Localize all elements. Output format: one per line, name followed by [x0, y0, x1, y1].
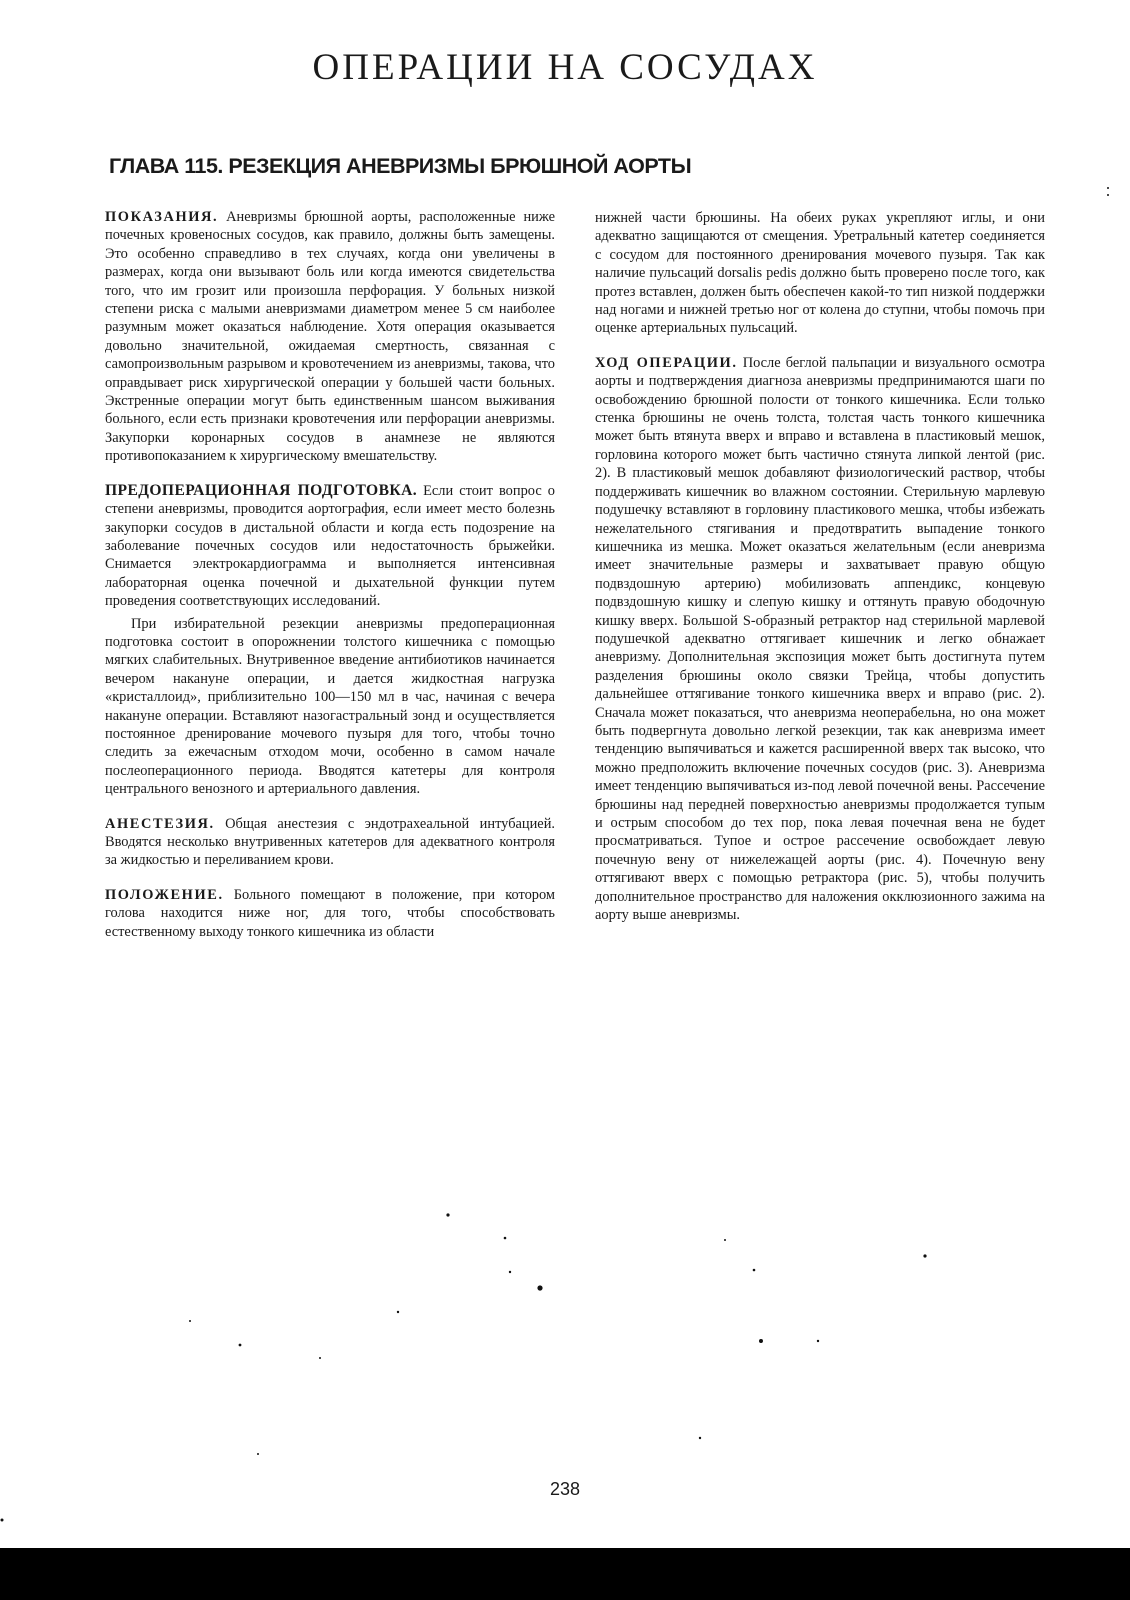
running-title: ОПЕРАЦИИ НА СОСУДАХ	[312, 47, 818, 88]
right-column	[595, 209, 1045, 924]
procedure-heading: ХОД ОПЕРАЦИИ.	[595, 354, 738, 371]
anesthesia-text: Общая анестезия с эндотрахеальной интубацией. Вводятся несколько внутривенных катетеров для адекватного контроля за жидкостью и переливанием крови.	[105, 815, 555, 869]
preop-paragraph	[105, 482, 555, 611]
preop-paragraph-2: При избирательной резекции аневризмы предоперационная подготовка состоит в опорожнении толстого кишечника с помощью мягких слабительных. Внутривенное введение антибиотиков начинается вечером накануне операции, и дается жидкостная нагрузка «кристаллоид», приблизительно 100—150 мл в час, начиная с вечера накануне операции. Вставляют назогастральный зонд и осуществляется постоянное дренирование мочевого пузыря для того, чтобы точно следить за ежечасным отходом мочи, особенно в самом начале послеоперационного периода. Вводятся катетеры для контроля центрального венозного и артериального давления.	[105, 615, 555, 798]
indications-heading: ПОКАЗАНИЯ.	[105, 209, 219, 225]
chapter-title: ГЛАВА 115. РЕЗЕКЦИЯ АНЕВРИЗМЫ БРЮШНОЙ АОРТЫ	[109, 154, 692, 178]
procedure-text: После беглой пальпации и визуального осмотра аорты и подтверждения диагноза аневризмы предпринимаются шаги по освобождению брюшной полости от тонкого кишечника. Если только стенка брюшины не очень толста, толстая часть тонкого кишечника может быть втянута вверх и вправо и вставлена в пластиковый мешок, горловина которого может быть частично стянута липкой лентой (рис. 2). В пластиковый мешок добавляют физиологический раствор, чтобы поддерживать кишечник во влажном состоянии. Стерильную марлевую подушечку вставляют в горловину пластикового мешка, чтобы избежать нежелательного стягивания и предотвратить выпадение тонкого кишечника из мешка. Может оказаться желательным (если аневризма имеет значительные размеры и захватывает правую общую подвздошную артерию) мобилизовать аппендикс, концевую подвздошную кишку и слепую кишку и оттянуть правую ободочную кишку вверх. Большой S-образный ретрактор над стерильной марлевой подушечкой адекватно оттягивает кишечник и легко обнажает аневризму. Дополнительная экспозиция может быть достигнута путем разделения брюшины около связки Трейца, чтобы допустить дальнейшее оттягивание тонкого кишечника вверх и вправо (рис. 2). Сначала может показаться, что аневризма неоперабельна, но она может быть подвергнута довольно легкой резекции, так как аневризма имеет тенденцию выпячиваться и кажется расширенной вверх так высоко, что можно предположить включение почечных сосудов (рис. 3). Аневризма имеет тенденцию выпячиваться из-под левой почечной вены. Рассечение брюшины над передней поверхностью аневризмы продолжается тупым и острым способом до тех пор, пока левая почечная вена не будет просматриваться. Тупое и острое рассечение освобождает левую почечную вену от нижележащей аорты (рис. 4). Почечную вену оттягивают вверх с помощью ретрактора (рис. 5), чтобы получить дополнительное пространство для наложения окклюзионного зажима на аорту выше аневризмы.	[595, 354, 1045, 924]
position-continuation: нижней части брюшины. На обеих руках укрепляют иглы, и они адекватно защищаются от смещения. Уретральный катетер соединяется с сосудом для постоянного дренирования мочевого пузыря. Так как наличие пульсаций dorsalis pedis должно быть проверено после того, как протез вставлен, должен быть обеспечен какой-то тип низкой поддержки над ногами и нижней третью ног от колена до ступни, чтобы помочь при оценке артериальных пульсаций.	[595, 210, 1045, 337]
page-number: 238	[549, 1479, 581, 1499]
indications-paragraph	[105, 208, 555, 466]
preop-text: Если стоит вопрос о степени аневризмы, проводится аортография, если имеет место болезнь закупорки сосудов в дистальной области и когда есть подозрение на заболевание почечных сосудов или недостаточность брыжейки. Снимается электрокардиограмма и выполняется интенсивная лабораторная оценка почечной и дыхательной функции путем проведения соответствующих исследований.	[105, 482, 555, 610]
procedure-paragraph	[595, 354, 1045, 925]
position-heading: ПОЛОЖЕНИЕ.	[105, 886, 224, 903]
anesthesia-heading: АНЕСТЕЗИЯ.	[105, 815, 215, 832]
position-paragraph	[105, 886, 555, 941]
scan-bottom-border	[0, 1548, 1130, 1600]
preop-heading: ПРЕДОПЕРАЦИОННАЯ ПОДГОТОВКА.	[105, 481, 418, 499]
left-column	[105, 208, 555, 941]
indications-text: Аневризмы брюшной аорты, расположенные ниже почечных кровеносных сосудов, как правило, должны быть замещены. Это особенно справедливо в тех случаях, когда они увеличены в размерах, когда они вызывают боль или когда имеются свидетельства того, что им грозит или произошла перфорация. У больных низкой степени риска с малыми аневризмами диаметром менее 5 см наиболее разумным может оказаться наблюдение. Хотя операция оказывается довольно значительной, ожидаемая смертность, связанная с самопроизвольным разрывом и кровотечением из аневризмы, такова, что оправдывает риск хирургической операции у большей части больных. Экстренные операции могут быть единственным шансом выживания больного, если есть признаки кровотечения или перфорации аневризмы. Закупорки коронарных сосудов в анамнезе не являются противопоказанием к хирургическому вмешательству.	[105, 209, 555, 465]
anesthesia-paragraph	[105, 815, 555, 870]
position-text: Больного помещают в положение, при котором голова находится ниже ног, для того, чтобы способствовать естественному выходу тонкого кишечника из области	[105, 886, 555, 940]
